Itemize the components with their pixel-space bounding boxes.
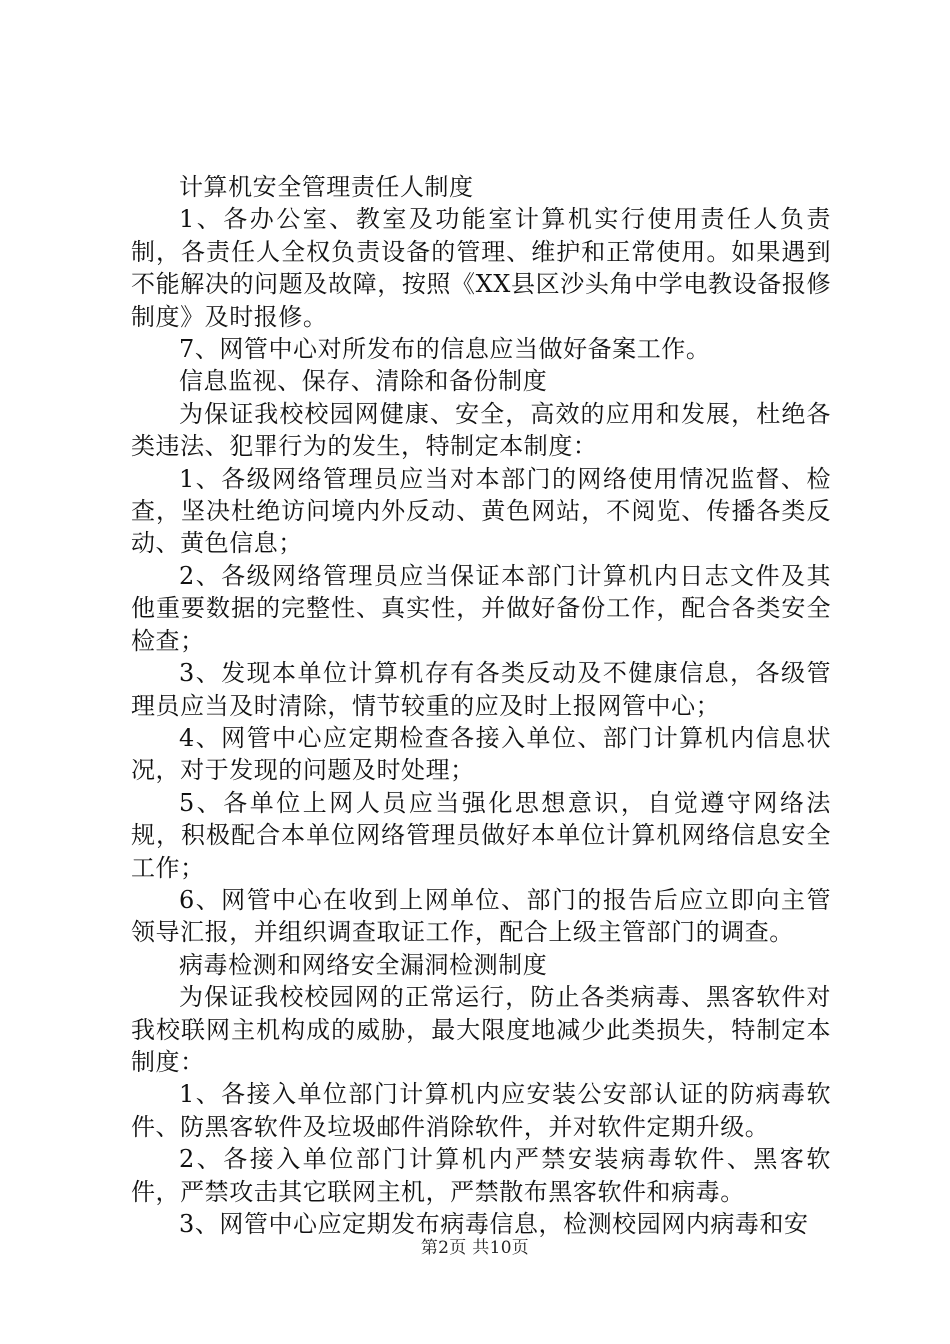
paragraph: 2、各接入单位部门计算机内严禁安装病毒软件、黑客软件，严禁攻击其它联网主机，严禁散布黑客软件和病毒。 [131, 1145, 831, 1206]
paragraph: 7、网管中心对所发布的信息应当做好备案工作。 [179, 335, 711, 364]
paragraph: 2、各级网络管理员应当保证本部门计算机内日志文件及其他重要数据的完整性、真实性，并做好备份工作，配合各类安全检查； [131, 561, 831, 655]
section-heading: 计算机安全管理责任人制度 [179, 173, 474, 201]
paragraph: 1、各接入单位部门计算机内应安装公安部认证的防病毒软件、防黑客软件及垃圾邮件消除软件，并对软件定期升级。 [131, 1080, 831, 1141]
section-heading: 信息监视、保存、清除和备份制度 [179, 367, 548, 396]
paragraph: 3、发现本单位计算机存有各类反动及不健康信息，各级管理员应当及时清除，情节较重的应及时上报网管中心； [131, 659, 831, 720]
paragraph: 为保证我校校园网的正常运行，防止各类病毒、黑客软件对我校联网主机构成的威胁，最大限度地减少此类损失，特制定本制度： [131, 983, 831, 1076]
paragraph: 3、网管中心应定期发布病毒信息，检测校园网内病毒和安 [179, 1210, 809, 1238]
paragraph: 4、网管中心应定期检查各接入单位、部门计算机内信息状况，对于发现的问题及时处理； [131, 723, 831, 785]
section-heading: 病毒检测和网络安全漏洞检测制度 [179, 950, 548, 979]
paragraph: 5、各单位上网人员应当强化思想意识，自觉遵守网络法规，积极配合本单位网络管理员做好本单位计算机网络信息安全工作； [131, 788, 831, 882]
paragraph: 1、各级网络管理员应当对本部门的网络使用情况监督、检查，坚决杜绝访问境内外反动、黄色网站，不阅览、传播各类反动、黄色信息； [131, 464, 831, 558]
paragraph: 为保证我校校园网健康、安全，高效的应用和发展，杜绝各类违法、犯罪行为的发生，特制定本制度： [131, 399, 831, 461]
paragraph: 6、网管中心在收到上网单位、部门的报告后应立即向主管领导汇报，并组织调查取证工作，配合上级主管部门的调查。 [131, 885, 831, 947]
document-body [131, 171, 831, 1240]
page-number-footer: 第2页 共10页 [420, 1238, 530, 1258]
paragraph: 1、各办公室、教室及功能室计算机实行使用责任人负责制，各责任人全权负责设备的管理、维护和正常使用。如果遇到不能解决的问题及故障，按照《XX县区沙头角中学电教设备报修制度》及时报修。 [131, 205, 831, 331]
